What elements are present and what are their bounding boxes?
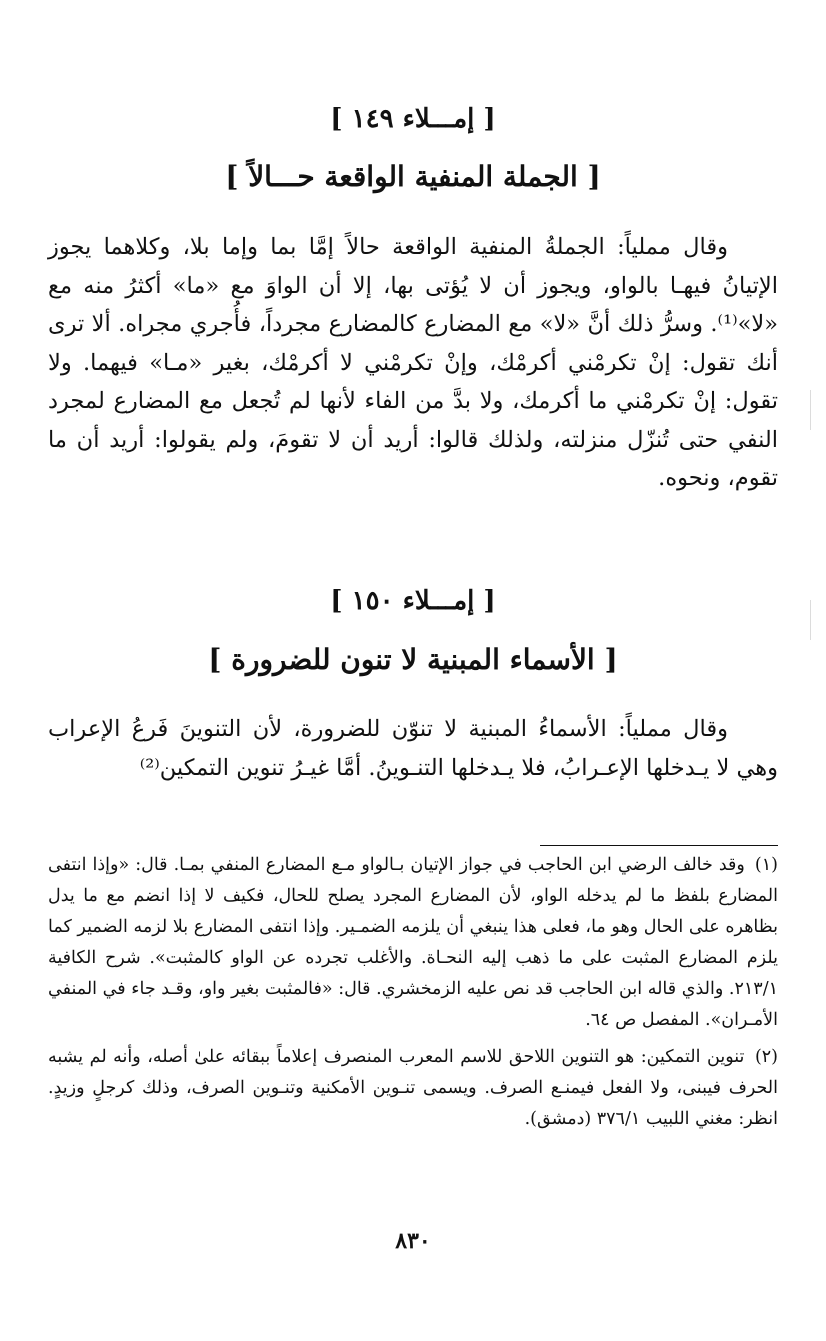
footnote-number: (١) (754, 855, 778, 875)
footnotes (48, 850, 778, 1141)
footnote-1 (48, 850, 778, 1036)
footnote-2 (48, 1042, 778, 1135)
section-1-paragraph: وقال مملياً: الجملةُ المنفية الواقعة حالاً إمَّا بما وإما بلا، وكلاهما يجوز الإتيانُ فيهـا بالواو، ويجوز أن لا يُؤتى بها، إلا أن الواوَ مع «ما» أكثرُ منه مع «لا»⁽¹⁾. وسرُّ ذلك أنَّ «لا» مع المضارع كالمضارع مجرداً، فأُجري مجراه. ألا ترى أنك تقول: إنْ تكرمْني أكرمْك، وإنْ تكرمْني لا أكرمْك، بغير «مـا» فيهما. ولا تقول: إنْ تكرمْني ما أكرمك، ولا بدَّ من الفاء لأنها لم تُجعل مع المضارع لمجرد النفي حتى تُنزّل منزلته، ولذلك قالوا: أريد أن لا تقومَ، ولم يقولوا: أريد أن ما تقوم، ونحوه. (48, 234, 778, 491)
footnote-number: (٢) (754, 1047, 778, 1067)
imla-150-heading: [ إمـــلاء ١٥٠ ] (330, 586, 496, 616)
section-2-body (48, 710, 778, 787)
margin-mark (810, 390, 811, 430)
footnote-text: وقد خالف الرضي ابن الحاجب في جواز الإتيان بـالواو مـع المضارع المنفي بمـا. قال: «وإذا انتفى المضارع بلفظ ما لم يدخله الواو، لأن المضارع المجرد يصلح للحال، فكيف لا إذا انضم مع ما يدل بظاهره على الحال وهو ما، فعلى هذا ينبغي أن يلزمه الضمـير. وإذا انتفى المضارع بلا لزمه الضمير كما يلزم المضارع المثبت على ما ذهب إليه النحـاة. والأغلب تجرده عن الواو كالمثبت». شرح الكافية ٢١٣/١. والذي قاله ابن الحاجب قد نص عليه الزمخشري. قال: «فالمثبت بغير واو، وقـد جاء في المنفي الأمـران». المفصل ص ٦٤. (48, 855, 778, 1030)
page-number: ٨٣٠ (395, 1228, 431, 1254)
footnote-separator (540, 845, 778, 846)
imla-149-heading: [ إمـــلاء ١٤٩ ] (330, 104, 496, 134)
section-title-negated-clause: [ الجملة المنفية الواقعة حـــالاً ] (225, 160, 601, 193)
section-1-body (48, 228, 778, 498)
section-2-paragraph: وقال مملياً: الأسماءُ المبنية لا تنوّن للضرورة، لأن التنوينَ فَرعُ الإعراب وهي لا يـدخلها الإعـرابُ، فلا يـدخلها التنـوينُ. أمَّا غيـرُ تنوين التمكين⁽²⁾ (48, 716, 778, 781)
footnote-text: تنوين التمكين: هو التنوين اللاحق للاسم المعرب المنصرف إعلاماً ببقائه علىٰ أصله، وأنه لم يشبه الحرف فيبنى، ولا الفعل فيمنـع الصرف. ويسمى تنـوين الأمكنية وتنـوين الصرف، وذلك كرجلٍ وزيدٍ. انظر: مغني اللبيب ٣٧٦/١ (دمشق). (48, 1047, 778, 1129)
section-title-built-nouns: [ الأسماء المبنية لا تنون للضرورة ] (208, 643, 618, 676)
